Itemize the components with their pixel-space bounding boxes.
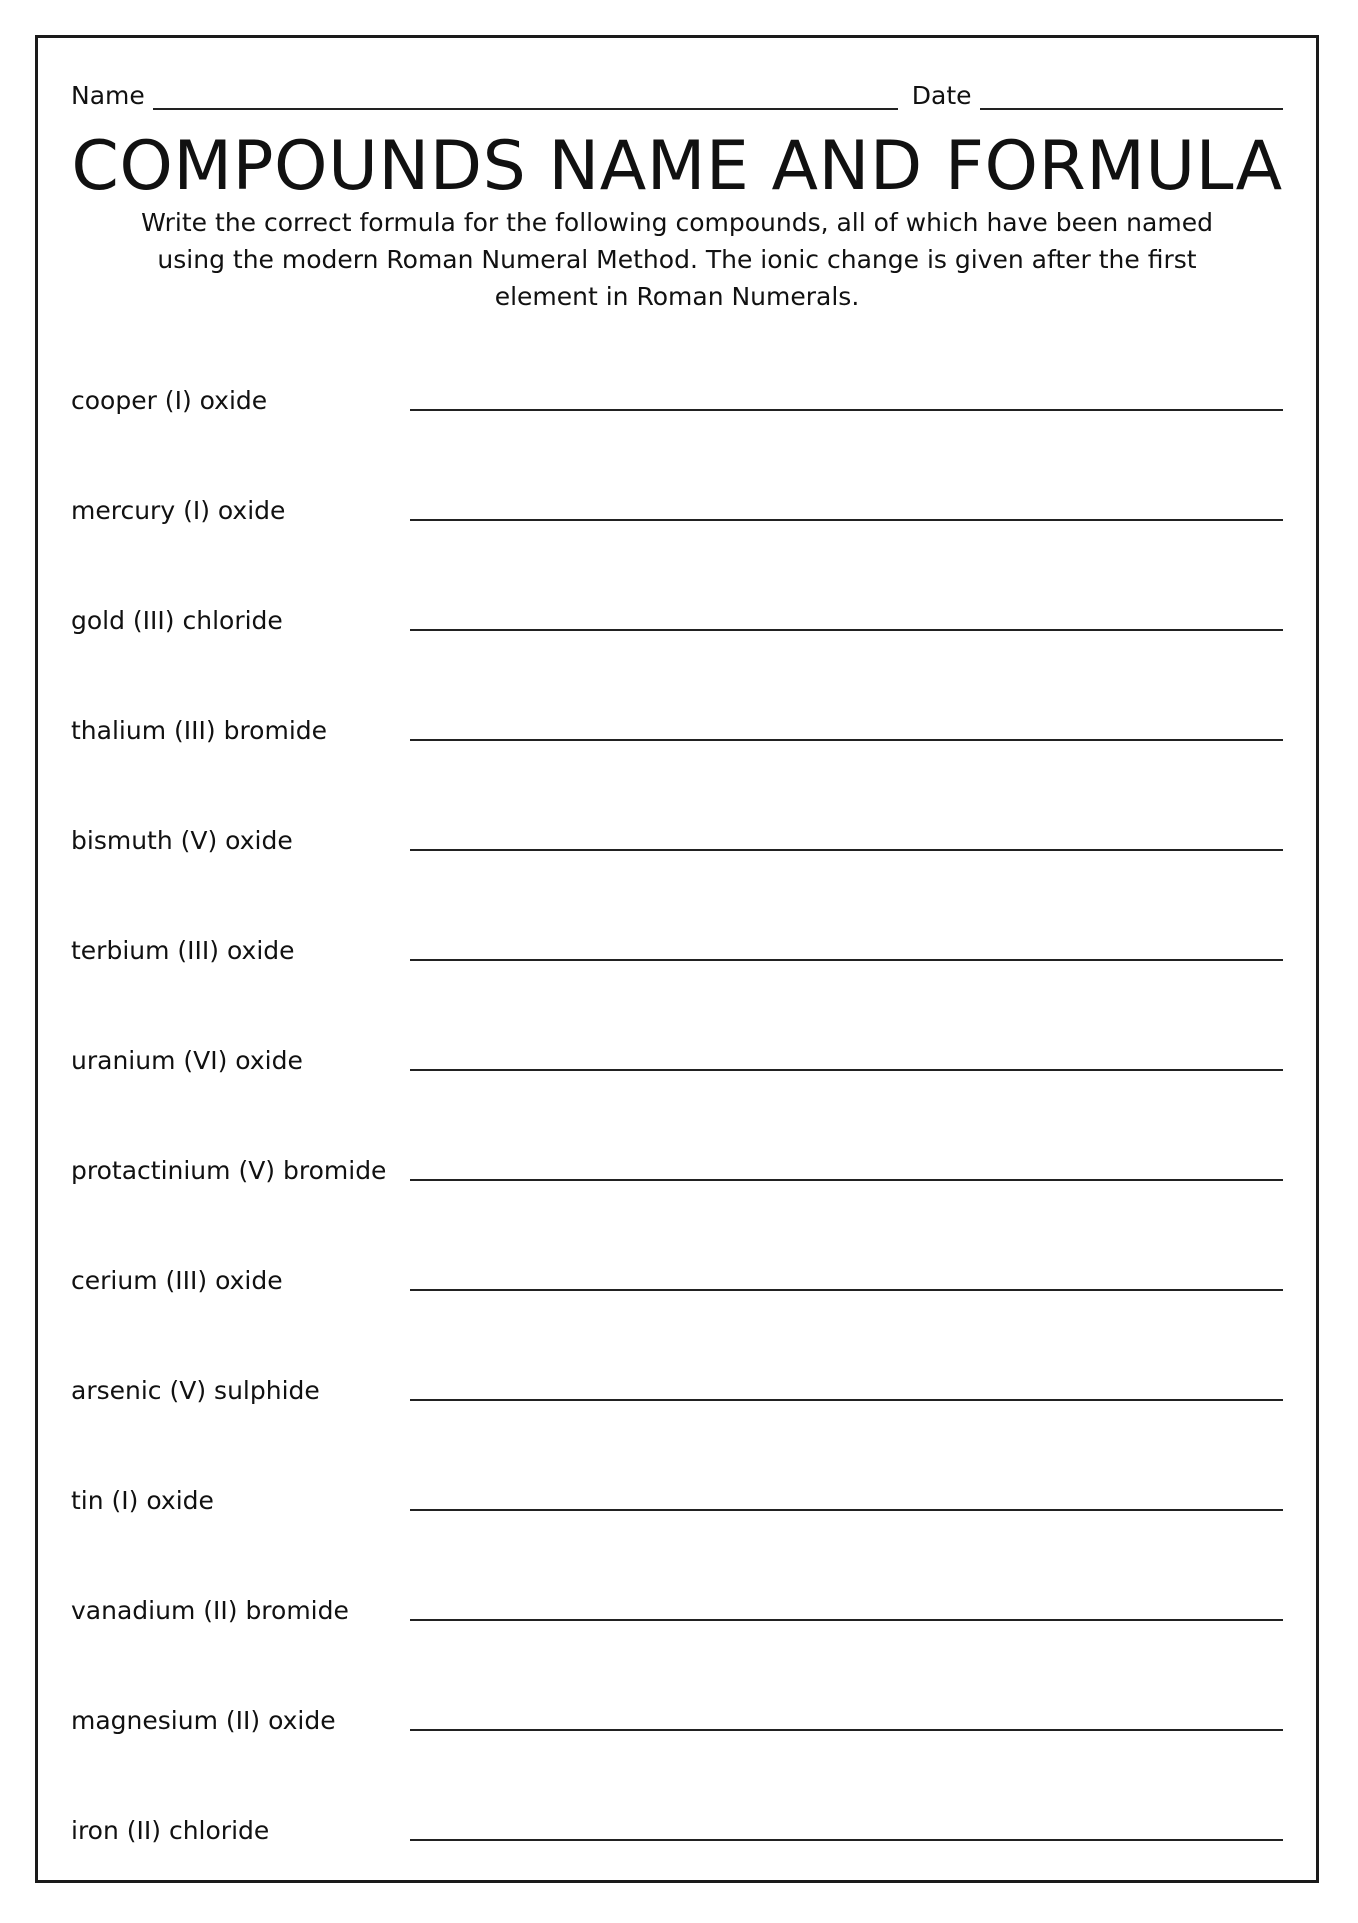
- compound-name: mercury (I) oxide: [71, 496, 286, 525]
- answer-line[interactable]: [410, 1509, 1283, 1511]
- compound-name: uranium (VI) oxide: [71, 1046, 303, 1075]
- answer-line[interactable]: [410, 849, 1283, 851]
- answer-line[interactable]: [410, 1619, 1283, 1621]
- compound-row: [71, 1703, 1283, 1813]
- compound-name: tin (I) oxide: [71, 1486, 214, 1515]
- compound-name: arsenic (V) sulphide: [71, 1376, 320, 1405]
- compound-name: protactinium (V) bromide: [71, 1156, 387, 1185]
- compound-name: bismuth (V) oxide: [71, 826, 293, 855]
- worksheet-border: [35, 35, 1319, 1883]
- compound-name: gold (III) chloride: [71, 606, 283, 635]
- answer-line[interactable]: [410, 1289, 1283, 1291]
- answer-line[interactable]: [410, 519, 1283, 521]
- compound-row: [71, 1373, 1283, 1483]
- answer-line[interactable]: [410, 1839, 1283, 1841]
- answer-line[interactable]: [410, 1069, 1283, 1071]
- compound-row: [71, 1593, 1283, 1703]
- compound-name: magnesium (II) oxide: [71, 1706, 336, 1735]
- compound-row: [71, 493, 1283, 603]
- compound-row: [71, 1153, 1283, 1263]
- compound-row: [71, 383, 1283, 493]
- answer-line[interactable]: [410, 1179, 1283, 1181]
- answer-line[interactable]: [410, 409, 1283, 411]
- date-field[interactable]: [980, 107, 1283, 110]
- compound-row: [71, 603, 1283, 713]
- answer-line[interactable]: [410, 959, 1283, 961]
- compound-name: thalium (III) bromide: [71, 716, 328, 745]
- answer-line[interactable]: [410, 629, 1283, 631]
- compound-list: [71, 383, 1283, 1923]
- name-date-row: [71, 64, 1283, 114]
- compound-name: cooper (I) oxide: [71, 386, 268, 415]
- answer-line[interactable]: [410, 1399, 1283, 1401]
- compound-name: cerium (III) oxide: [71, 1266, 283, 1295]
- date-label: Date: [911, 81, 972, 110]
- compound-row: [71, 823, 1283, 933]
- answer-line[interactable]: [410, 1729, 1283, 1731]
- name-field[interactable]: [153, 107, 898, 110]
- compound-row: [71, 1263, 1283, 1373]
- answer-line[interactable]: [410, 739, 1283, 741]
- compound-row: [71, 1483, 1283, 1593]
- compound-row: [71, 1043, 1283, 1153]
- name-label: Name: [71, 81, 145, 110]
- compound-row: [71, 713, 1283, 823]
- compound-row: [71, 933, 1283, 1043]
- instructions: Write the correct formula for the following compounds, all of which have been named using the modern Roman Numeral Method. The ionic change is given after the first element in Roman Numerals.: [141, 208, 1213, 311]
- compound-row: [71, 1813, 1283, 1923]
- compound-name: vanadium (II) bromide: [71, 1596, 349, 1625]
- page-title: COMPOUNDS NAME AND FORMULA: [71, 127, 1283, 206]
- compound-name: terbium (III) oxide: [71, 936, 295, 965]
- compound-name: iron (II) chloride: [71, 1816, 270, 1845]
